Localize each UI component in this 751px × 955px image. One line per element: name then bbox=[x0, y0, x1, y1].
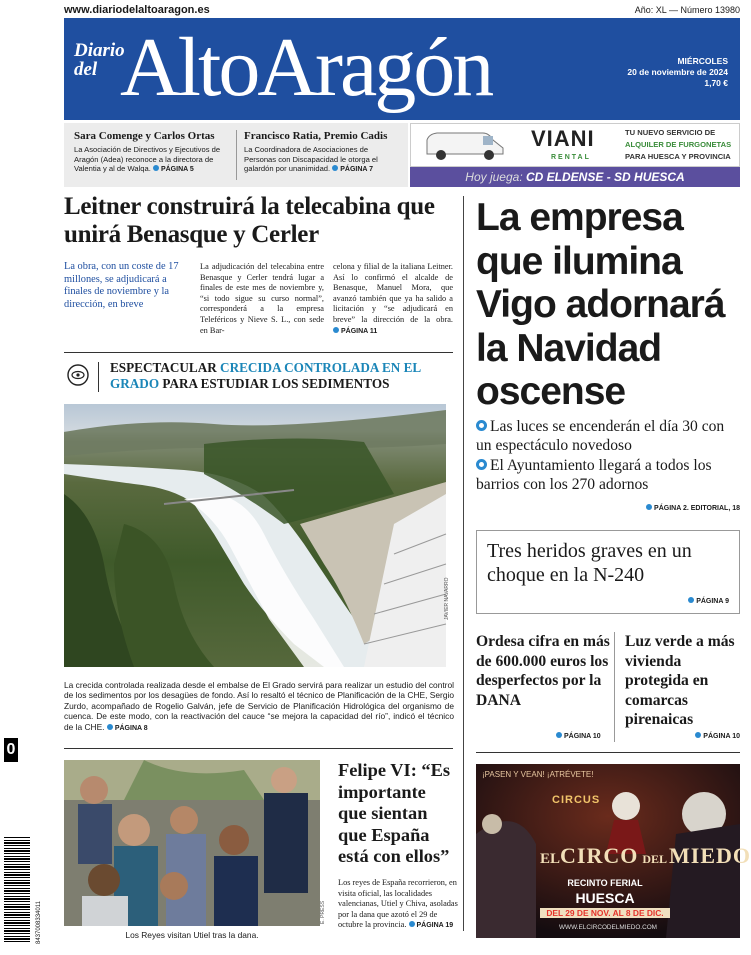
felipe-body bbox=[338, 878, 458, 932]
bullet-circle-icon bbox=[476, 420, 487, 431]
column-divider bbox=[463, 196, 464, 931]
logo: AltoAragón bbox=[120, 21, 492, 114]
bullet-dot-icon bbox=[646, 504, 652, 510]
teaser-2-title: Francisco Ratia, Premio Cadis bbox=[244, 130, 388, 142]
royals-photo bbox=[64, 760, 320, 926]
edition-number: 0 bbox=[4, 738, 18, 762]
circo-venue-1: RECINTO FERIAL bbox=[567, 878, 643, 888]
circo-web[interactable]: WWW.ELCIRCODELMIEDO.COM bbox=[559, 924, 657, 931]
lead-bullet-2-text: El Ayuntamiento llegará a todos los barrios con los 270 adornos bbox=[476, 457, 712, 493]
circo-title bbox=[540, 844, 751, 871]
leitner-col2 bbox=[333, 262, 453, 337]
royals-photo-caption: Los Reyes visitan Utiel tras la dana. bbox=[125, 930, 259, 940]
match-teams: CD ELDENSE - SD HUESCA bbox=[526, 170, 685, 184]
dam-photo bbox=[64, 404, 446, 667]
lead-bullet-1-text: Las luces se encenderán el día 30 con un espectáculo novedoso bbox=[476, 418, 725, 454]
felipe-headline[interactable]: Felipe VI: “Es importante que sientan que España está con ellos” bbox=[338, 760, 451, 866]
lead-page: PÁGINA 2. EDITORIAL, 18 bbox=[646, 504, 740, 512]
circo-dates: DEL 29 DE NOV. AL 8 DE DIC. bbox=[540, 908, 670, 918]
bullet-dot-icon bbox=[333, 327, 339, 333]
logo-small-2: del bbox=[74, 59, 98, 80]
bullet-dot-icon bbox=[409, 921, 415, 927]
leitner-lead: La obra, con un coste de 17 millones, se adjudicará a finales de noviembre y la dirección, en breve bbox=[64, 261, 179, 310]
ad-circo[interactable] bbox=[476, 764, 751, 938]
crecida-head-2: CRECIDA CONTROLADA EN EL GRADO bbox=[110, 360, 421, 391]
circo-venue-2: HUESCA bbox=[575, 890, 635, 906]
circo-sign: CIRCUS bbox=[552, 794, 601, 806]
bullet-circle-icon bbox=[476, 459, 487, 470]
year-number: Año: XL — Número 13980 bbox=[634, 5, 740, 15]
barcode bbox=[4, 836, 30, 942]
bullet-dot-icon bbox=[332, 165, 338, 171]
lead-headline[interactable]: La empresa que ilumina Vigo adornará la Navidad oscense bbox=[476, 196, 725, 413]
lead-bullet-2 bbox=[476, 456, 740, 494]
leitner-page: PÁGINA 11 bbox=[341, 327, 378, 335]
leitner-col1: La adjudicación del telecabina entre Benasque y Cerler tendrá lugar a finales de este mes de noviembre y, “si todo sigue su curso normal”, corresponderá a la empresa Teleféricos y Nieve S. L., con sede en Bar- bbox=[200, 262, 324, 335]
crecida-head-1: ESPECTACULAR bbox=[110, 360, 217, 375]
box-heridos[interactable] bbox=[476, 530, 740, 614]
viani-sub: RENTAL bbox=[551, 154, 591, 161]
bullet-dot-icon bbox=[556, 732, 562, 738]
crecida-headline[interactable] bbox=[110, 360, 455, 392]
weekday: MIÉRCOLES bbox=[677, 56, 728, 66]
crecida-page: PÁGINA 8 bbox=[114, 724, 148, 732]
teaser-1-title: Sara Comenge y Carlos Ortas bbox=[74, 130, 215, 142]
dam-photo-credit: JAVIER NAVARRO bbox=[444, 577, 450, 620]
ad-viani[interactable] bbox=[410, 123, 740, 167]
crecida-caption-text: La crecida controlada realizada desde el embalse de El Grado servirá para realizar un estudio del control de los sedimentos por los desagües de fondo. Así lo resaltó el técnico de Planificación de la CHE, Sergio Zurdo, acompañado de Rogelio Galván, jefe de Servicio de Planificación Hidrológica del organismo de cuenca. De este modo, con la reactivación del cauce “se mejora la capacidad del río”, indicó el técnico de la CHE. bbox=[64, 680, 454, 732]
viani-brand: VIANI bbox=[531, 126, 595, 151]
viani-line1: TU NUEVO SERVICIO DE bbox=[625, 128, 716, 137]
masthead-banner bbox=[64, 18, 740, 120]
icon-divider bbox=[98, 362, 99, 392]
ordesa-headline[interactable]: Ordesa cifra en más de 600.000 euros los desperfectos por la DANA bbox=[476, 633, 610, 709]
circo-title-3: DEL bbox=[642, 852, 668, 866]
divider bbox=[614, 632, 615, 742]
circo-tagline: ¡PASEN Y VEAN! ¡ATRÉVETE! bbox=[482, 770, 594, 779]
circo-title-2: CIRCO bbox=[560, 843, 639, 868]
teaser-divider bbox=[236, 130, 237, 180]
bullet-dot-icon bbox=[107, 724, 113, 730]
teaser-1-text: La Asociación de Directivos y Ejecutivos de Aragón (Adea) reconoce a la directora de Valentia y al de Walqa. bbox=[74, 145, 221, 174]
heridos-page: PÁGINA 9 bbox=[688, 597, 729, 605]
divider bbox=[64, 748, 453, 749]
issue-date: 20 de noviembre de 2024 bbox=[627, 67, 728, 77]
logo-small-1: Diario bbox=[74, 40, 125, 61]
royals-photo-credit: E. PRESS bbox=[320, 900, 326, 924]
lead-bullet-1 bbox=[476, 417, 740, 455]
vivienda-headline[interactable]: Luz verde a más vivienda protegida en comarcas pirenaicas bbox=[625, 633, 735, 728]
ordesa-page: PÁGINA 10 bbox=[556, 732, 601, 740]
teaser-2-page: PÁGINA 7 bbox=[340, 166, 374, 174]
bullet-dot-icon bbox=[688, 597, 694, 603]
camera-icon bbox=[66, 364, 90, 386]
felipe-text: Los reyes de España recorrieron, en visita oficial, las localidades valencianas, Utiel y Chiva, asoladas por la dana que azotó el 29 de octubre la provincia. bbox=[338, 878, 458, 930]
viani-line3: PARA HUESCA Y PROVINCIA bbox=[625, 152, 731, 161]
viani-line2: ALQUILER DE FURGONETAS bbox=[625, 140, 732, 149]
teaser-1[interactable] bbox=[74, 130, 230, 175]
crecida-head-3: PARA ESTUDIAR LOS SEDIMENTOS bbox=[162, 376, 390, 391]
vivienda-page: PÁGINA 10 bbox=[695, 732, 740, 740]
circo-title-4: MIEDO bbox=[669, 843, 751, 868]
van-icon bbox=[423, 128, 507, 164]
crecida-caption bbox=[64, 680, 454, 734]
barcode-number: 8437008334011 bbox=[36, 901, 42, 944]
site-url[interactable]: www.diariodelaltoaragon.es bbox=[64, 4, 210, 16]
bullet-dot-icon bbox=[695, 732, 701, 738]
divider bbox=[64, 352, 453, 353]
match-prefix: Hoy juega: bbox=[465, 170, 523, 184]
match-bar[interactable] bbox=[410, 167, 740, 187]
felipe-page: PÁGINA 19 bbox=[416, 922, 454, 930]
divider bbox=[476, 752, 740, 753]
teaser-2[interactable] bbox=[244, 130, 402, 175]
heridos-headline: Tres heridos graves en un choque en la N-240 bbox=[487, 540, 692, 586]
leitner-headline[interactable]: Leitner construirá la telecabina que unirá Benasque y Cerler bbox=[64, 193, 435, 248]
leitner-col2-text: celona y filial de la italiana Leitner. Así lo confirmó el alcalde de Benasque, Manuel Mora, que avanzó también que ya ha salido a licitación y “se adjudicará en breve” la dirección de la obra. bbox=[333, 262, 453, 324]
teaser-1-page: PÁGINA 5 bbox=[160, 166, 194, 174]
teaser-2-text: La Coordinadora de Asociaciones de Personas con Discapacidad le otorga el galardón por unanimidad. bbox=[244, 145, 378, 174]
price: 1,70 € bbox=[704, 78, 728, 88]
bullet-dot-icon bbox=[153, 165, 159, 171]
circo-title-1: EL bbox=[540, 851, 561, 867]
